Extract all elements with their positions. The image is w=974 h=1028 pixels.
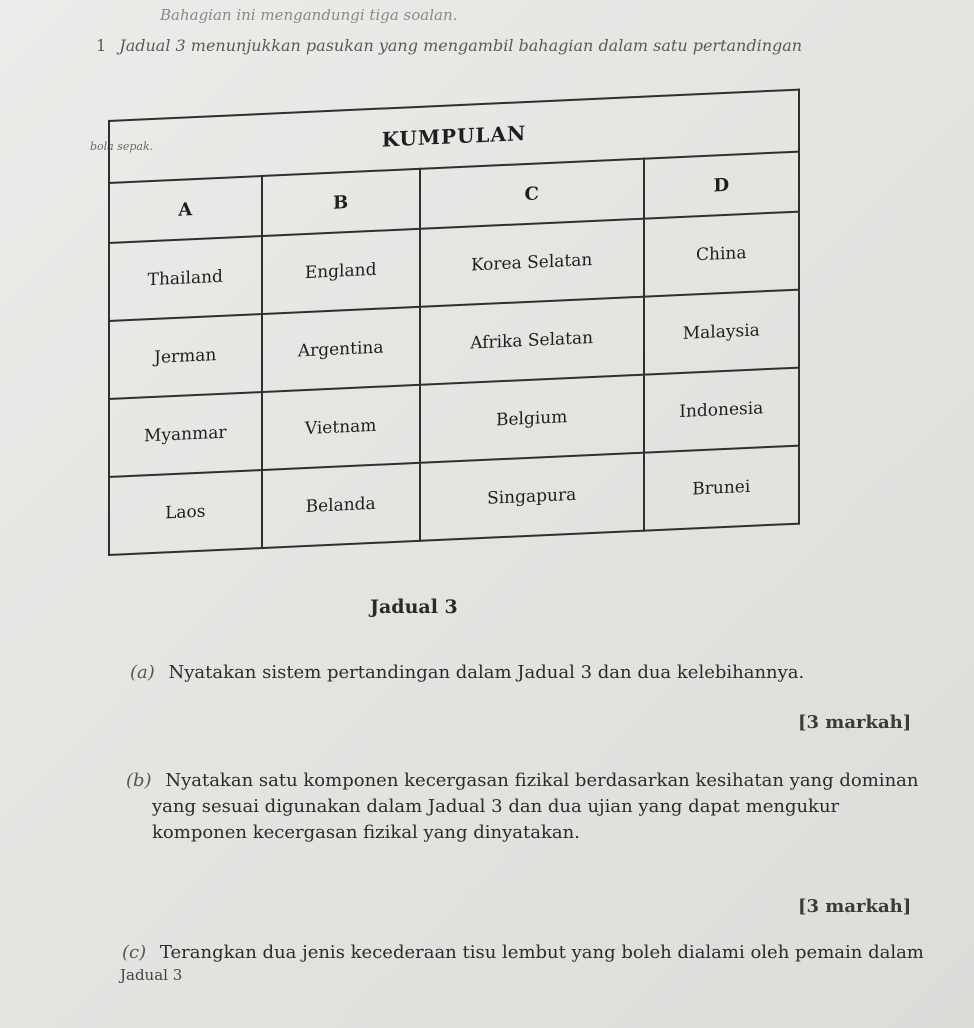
table-cell: Malaysia [644,290,799,375]
question-intro [96,36,946,55]
question-a-text: Nyatakan sistem pertandingan dalam Jadual 3 dan dua kelebihannya. [168,662,805,683]
table-cell: Indonesia [644,368,799,453]
table-title: KUMPULAN [109,90,799,183]
question-c [122,940,962,966]
table-cell: Belanda [262,463,420,548]
question-c-text: Terangkan dua jenis kecederaan tisu lembut yang boleh dialami oleh pemain dalam [159,942,924,963]
question-a-marks: [3 markah] [798,712,912,733]
table-caption: Jadual 3 [370,596,458,618]
table-cell: Myanmar [109,392,262,477]
table-cell: Vietnam [262,385,420,470]
table-cell: China [644,212,799,297]
question-a-label: (a) [130,662,155,683]
group-header-a: A [109,176,262,243]
question-b-line1: (b) Nyatakan satu komponen kecergasan fizikal berdasarkan kesihatan yang dominan [126,770,919,791]
question-b [126,768,946,846]
table-cell: Jerman [109,314,262,399]
table-cell: Singapura [420,453,644,541]
question-b-marks: [3 markah] [798,896,912,917]
table-cell: Korea Selatan [420,219,644,307]
question-number: 1 [96,36,107,55]
question-a [130,660,930,686]
table-cell: Thailand [109,236,262,321]
table-cell: Argentina [262,307,420,392]
group-header-d: D [644,152,799,219]
table-cell: Brunei [644,446,799,531]
question-c-side-note: Jadual 3 [120,966,183,984]
question-intro-continued: bola sepak. [90,140,154,153]
question-intro-text: Jadual 3 menunjukkan pasukan yang mengambil bahagian dalam satu pertandingan [119,36,803,55]
table-cell: Laos [109,470,262,555]
table-cell: Afrika Selatan [420,297,644,385]
table-cell: England [262,229,420,314]
group-header-c: C [420,159,644,229]
question-c-label: (c) [122,942,147,963]
question-b-line2: yang sesuai digunakan dalam Jadual 3 dan dua ujian yang dapat mengukur [152,796,840,817]
section-instruction: Bahagian ini mengandungi tiga soalan. [160,6,458,24]
question-b-line3: komponen kecergasan fizikal yang dinyatakan. [152,822,580,843]
table-cell: Belgium [420,375,644,463]
groups-table [108,89,800,556]
group-header-b: B [262,169,420,236]
groups-table-container [108,89,800,556]
question-b-label: (b) [126,770,152,791]
